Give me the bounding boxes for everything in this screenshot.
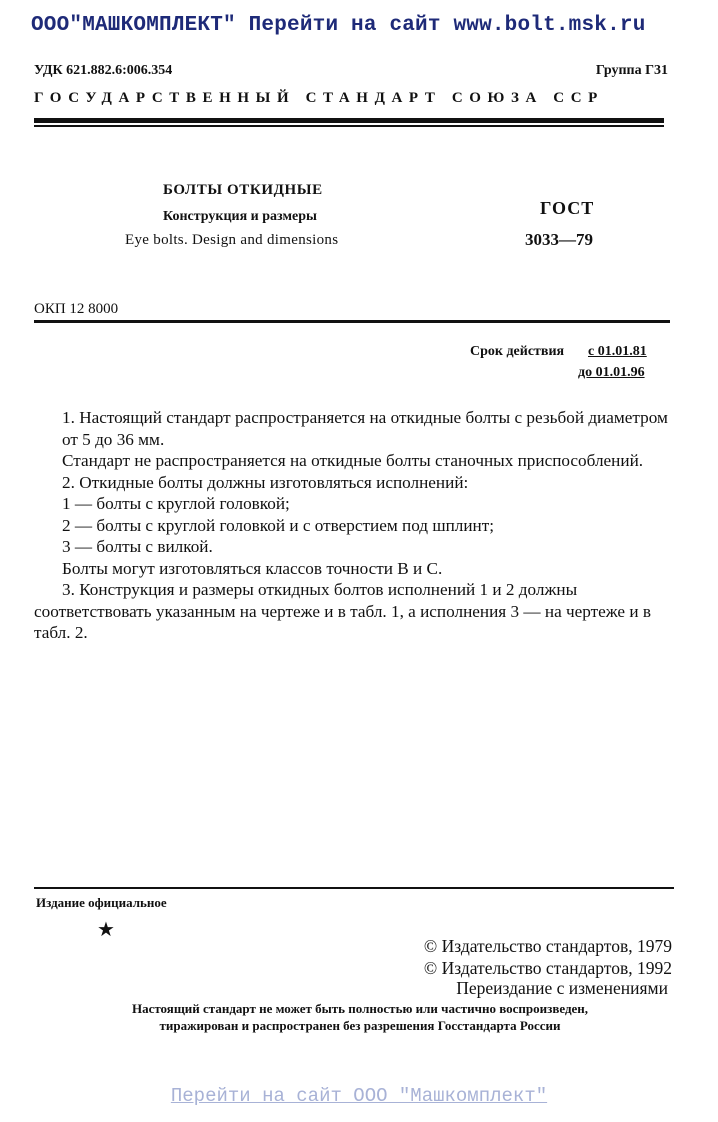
reproduction-notice: [40, 1000, 680, 1034]
validity-to: до 01.01.96: [578, 365, 645, 380]
notice-line-1: Настоящий стандарт не может быть полностью или частично воспроизведен,: [131, 1001, 589, 1016]
paragraph-exclusion: Стандарт не распространяется на откидные болты станочных приспособлений.: [62, 451, 644, 470]
udk-code: УДК 621.882.6:006.354: [34, 63, 173, 78]
paragraph-scope: 1. Настоящий стандарт распространяется на откидные болты с резьбой диаметром от 5 до 36 мм.: [62, 408, 668, 449]
footer-rule: [34, 887, 674, 889]
okp-code: ОКП 12 8000: [34, 301, 119, 317]
list-item-version-1: 1 — болты с круглой головкой;: [62, 494, 290, 513]
gost-number: 3033—79: [525, 230, 593, 249]
paragraph-versions: 2. Откидные болты должны изготовляться исполнений:: [62, 472, 469, 492]
copyright-1992: © Издательство стандартов, 1992: [423, 958, 672, 978]
state-standard-title: ГОСУДАРСТВЕННЫЙ СТАНДАРТ СОЮЗА ССР: [34, 90, 604, 106]
validity-label: Срок действия: [470, 344, 565, 359]
star-icon: ★: [97, 919, 115, 941]
gost-label: ГОСТ: [540, 198, 595, 218]
reprint-note: Переиздание с изменениями: [456, 978, 668, 998]
document-subtitle: Конструкция и размеры: [163, 209, 317, 224]
top-site-link[interactable]: ООО"МАШКОМПЛЕКТ" Перейти на сайт www.bolt.msk.ru: [31, 14, 646, 37]
notice-line-2: тиражирован и распространен без разрешения Госстандарта России: [159, 1018, 561, 1033]
copyright-1979: © Издательство стандартов, 1979: [423, 936, 672, 956]
validity-from: с 01.01.81: [588, 344, 647, 359]
document-title: БОЛТЫ ОТКИДНЫЕ: [163, 182, 323, 198]
paragraph-accuracy: Болты могут изготовляться классов точности B и C.: [62, 558, 443, 578]
official-edition-label: Издание официальное: [36, 895, 167, 910]
english-title: Eye bolts. Design and dimensions: [125, 232, 339, 248]
group-code: Группа Г31: [595, 63, 668, 78]
list-item-version-2: 2 — болты с круглой головкой и с отверстием под шплинт;: [62, 515, 495, 535]
header-rule-thick: [34, 118, 664, 123]
standard-body: [34, 407, 674, 644]
paragraph-design: 3. Конструкция и размеры откидных болтов исполнений 1 и 2 должны соответствовать указанным на чертеже и в табл. 1, а исполнения 3 — на чертеже и в табл. 2.: [34, 580, 651, 642]
okp-rule: [34, 320, 670, 323]
list-item-version-3: 3 — болты с вилкой.: [62, 537, 213, 556]
header-rule-thin: [34, 125, 664, 127]
bottom-site-link[interactable]: Перейти на сайт ООО "Машкомплект": [170, 1085, 548, 1107]
